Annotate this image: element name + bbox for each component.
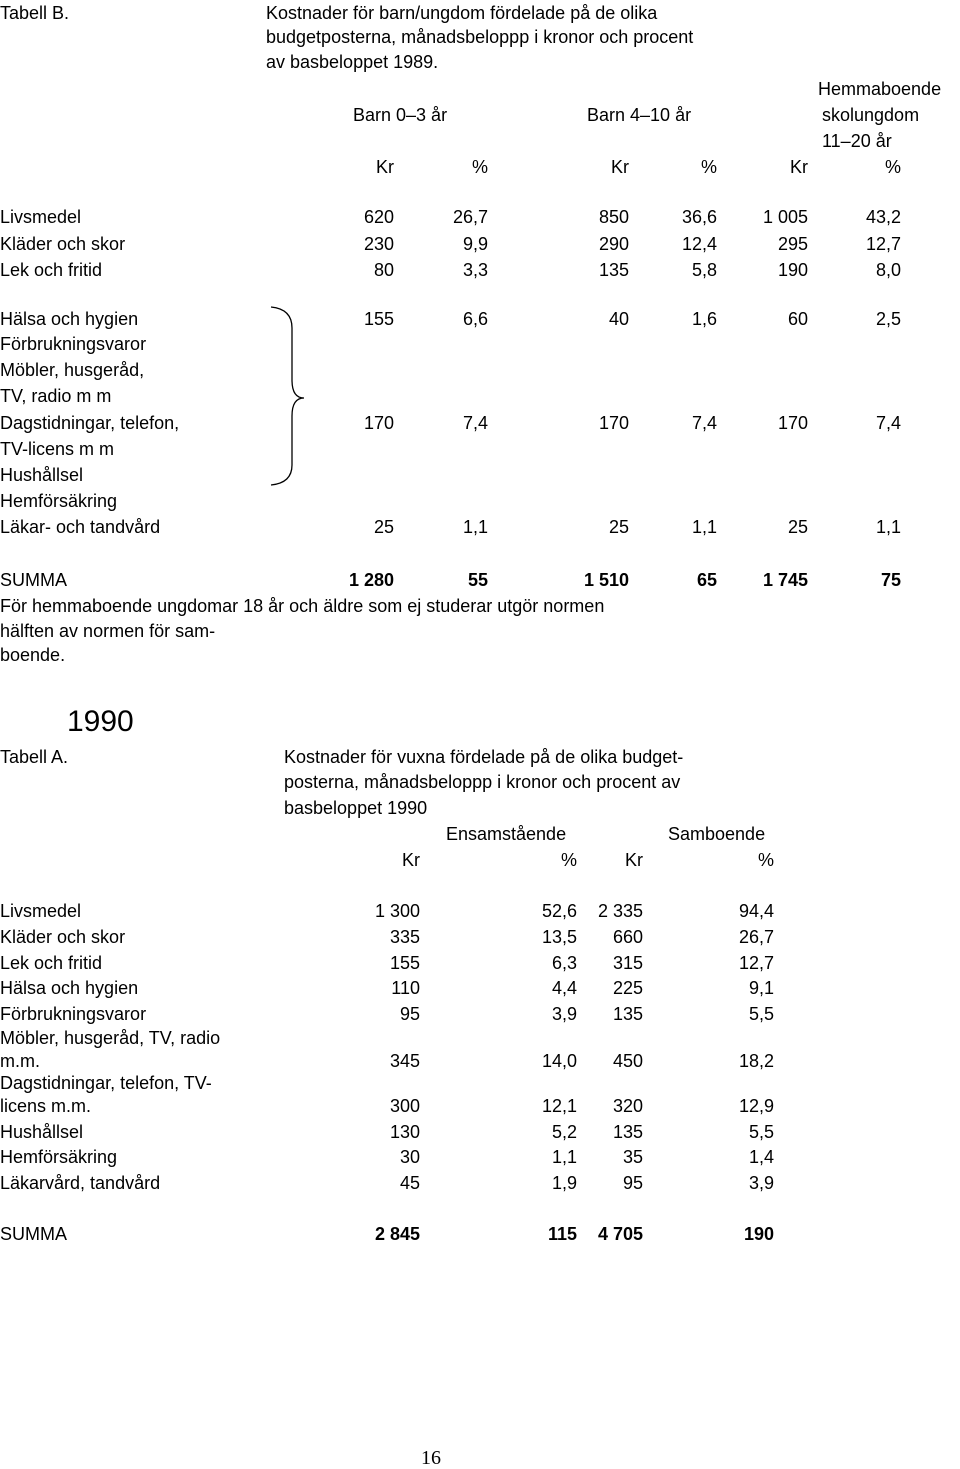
table-b-row-label: Kläder och skor [0,234,126,254]
table-b-note-line-3: boende. [0,645,66,665]
table-b-cell: 1,1 [691,517,717,537]
table-b-cell: 12,4 [681,234,717,254]
table-a-summa-cell: 190 [743,1224,774,1244]
table-b-cell: 170 [363,413,394,433]
table-b-unit-header: % [700,157,717,177]
table-b-unit-header: Kr [376,157,394,177]
table-b-unit-header: Kr [611,157,629,177]
table-b-cell: 190 [777,260,808,280]
table-a-row-label: Livsmedel [0,901,82,921]
table-b-summa-cell: 1 510 [583,570,629,590]
table-a-unit-header: % [757,850,774,870]
table-b-cell: 5,8 [691,260,717,280]
table-b-summa-cell: 55 [467,570,488,590]
table-b-cell: 170 [598,413,629,433]
table-a-cell: 94,4 [738,901,774,921]
table-a-cell: 95 [399,1004,420,1024]
table-b-unit-header: % [471,157,488,177]
table-a-cell: 1,4 [748,1147,774,1167]
table-a-cell: 52,6 [541,901,577,921]
table-b-cell: 7,4 [462,413,488,433]
table-a-summa-cell: 2 845 [374,1224,420,1244]
table-b-summa-cell: 1 745 [762,570,808,590]
table-b-summa-label: SUMMA [0,570,67,590]
table-b-cell: 9,9 [462,234,488,254]
table-a-cell: 26,7 [738,927,774,947]
table-a-title-line-1: Kostnader för vuxna fördelade på de olika budget- [284,747,684,767]
table-a-summa-cell: 115 [547,1224,577,1244]
table-a-cell: 315 [612,953,643,973]
table-a-cell: 6,3 [551,953,577,973]
table-b-cell: 290 [598,234,629,254]
table-b-group-barn-0-3: Barn 0–3 år [353,105,448,125]
table-b-cell: 26,7 [452,207,488,227]
table-b-row-label: Hälsa och hygien [0,309,139,329]
table-b-cell: 620 [363,207,394,227]
table-a-cell: 135 [612,1004,643,1024]
table-b-row-label: Hemförsäkring [0,491,118,511]
table-b-label: Tabell B. [0,3,70,23]
table-b-cell: 25 [373,517,394,537]
table-b-summa-cell: 1 280 [348,570,394,590]
table-a-cell: 45 [399,1173,420,1193]
table-b-title-line-1: Kostnader för barn/ungdom fördelade på de olika [266,3,658,23]
table-b-summa-cell: 75 [880,570,901,590]
table-a-unit-header: Kr [625,850,643,870]
table-a-cell: 110 [391,978,420,998]
table-a-cell: 35 [622,1147,643,1167]
table-b-unit-header: Kr [790,157,808,177]
table-a-cell: 2 335 [597,901,643,921]
table-b-cell: 80 [373,260,394,280]
table-a-cell: 4,4 [551,978,577,998]
table-a-row-label: Hälsa och hygien [0,978,139,998]
table-a-cell: 12,7 [738,953,774,973]
table-a-cell: 5,5 [748,1004,774,1024]
table-b-cell: 155 [363,309,394,329]
table-a-cell: 5,5 [748,1122,774,1142]
table-b-note-line-2: hälften av normen för sam- [0,621,216,641]
table-b-group-barn-4-10: Barn 4–10 år [587,105,692,125]
table-b-row-label: TV-licens m m [0,439,115,459]
table-b-row-label: Möbler, husgeråd, [0,360,145,380]
table-b-cell: 1,6 [691,309,717,329]
table-a-cell: 9,1 [748,978,774,998]
table-a-unit-header: Kr [402,850,420,870]
table-a-cell: 335 [389,927,420,947]
table-a-row-label: licens m.m. [0,1096,92,1116]
table-a-cell: 1,1 [551,1147,577,1167]
table-b-cell: 12,7 [865,234,901,254]
table-a-row-label: m.m. [0,1051,40,1071]
table-b-cell: 295 [777,234,808,254]
table-a-row-label: Läkarvård, tandvård [0,1173,161,1193]
table-b-summa-cell: 65 [696,570,717,590]
table-b-row-label: Läkar- och tandvård [0,517,161,537]
table-a-cell: 155 [389,953,420,973]
table-a-summa-label: SUMMA [0,1224,67,1244]
table-a-summa-cell: 4 705 [597,1224,643,1244]
table-a-cell: 3,9 [551,1004,577,1024]
table-b-cell: 7,4 [691,413,717,433]
table-b-cell: 7,4 [875,413,901,433]
table-a-cell: 5,2 [551,1122,577,1142]
table-a-cell: 320 [612,1096,643,1116]
table-a-cell: 1 300 [374,901,420,921]
table-a-row-label: Kläder och skor [0,927,126,947]
year-heading: 1990 [67,705,134,738]
table-a-cell: 1,9 [551,1173,577,1193]
table-b-cell: 60 [787,309,808,329]
table-b-cell: 43,2 [865,207,901,227]
table-b-cell: 36,6 [681,207,717,227]
table-a-cell: 12,1 [541,1096,577,1116]
table-b-note-line-1: För hemmaboende ungdomar 18 år och äldre som ej studerar utgör normen [0,596,605,616]
table-b-row-label: Livsmedel [0,207,82,227]
table-b-title-line-2: budgetposterna, månadsbeloppp i kronor och procent [266,27,694,47]
table-b-row-label: Lek och fritid [0,260,103,280]
table-a-cell: 14,0 [541,1051,577,1071]
table-a-cell: 300 [389,1096,420,1116]
table-a-group-ensamstaende: Ensamstående [446,824,567,844]
table-a-title-line-2: posterna, månadsbeloppp i kronor och procent av [284,772,681,792]
table-a-cell: 135 [612,1122,643,1142]
table-a-group-samboende: Samboende [668,824,766,844]
table-b-title-line-3: av basbeloppet 1989. [266,52,439,72]
table-b-unit-header: % [884,157,901,177]
table-b-cell: 6,6 [462,309,488,329]
table-a-cell: 225 [612,978,643,998]
table-b-cell: 1,1 [462,517,488,537]
table-a-cell: 660 [612,927,643,947]
table-a-cell: 345 [389,1051,420,1071]
table-a-row-label: Möbler, husgeråd, TV, radio [0,1028,221,1048]
table-a-cell: 13,5 [541,927,577,947]
table-b-cell: 135 [598,260,629,280]
table-b-row-label: TV, radio m m [0,386,112,406]
table-a-cell: 12,9 [738,1096,774,1116]
table-a-row-label: Lek och fritid [0,953,103,973]
table-b-row-label: Förbrukningsvaror [0,334,147,354]
table-b-group-hemmaboende-1: Hemmaboende [818,79,942,99]
page-number: 16 [421,1447,441,1469]
table-b-row-label: Hushållsel [0,465,84,485]
table-b-cell: 850 [598,207,629,227]
table-a-cell: 95 [622,1173,643,1193]
table-b-cell: 170 [777,413,808,433]
table-b-cell: 40 [608,309,629,329]
table-b-group-hemmaboende-3: 11–20 år [822,131,892,151]
table-b-cell: 25 [608,517,629,537]
table-b-cell: 25 [787,517,808,537]
table-b-group-hemmaboende-2: skolungdom [822,105,920,125]
table-b-cell: 1 005 [762,207,808,227]
table-b-cell: 8,0 [875,260,901,280]
table-b-cell: 1,1 [875,517,901,537]
table-b-cell: 2,5 [875,309,901,329]
table-a-cell: 130 [389,1122,420,1142]
table-a-cell: 18,2 [738,1051,774,1071]
table-a-cell: 450 [612,1051,643,1071]
table-a-label: Tabell A. [0,747,69,767]
table-a-title-line-3: basbeloppet 1990 [284,798,428,818]
table-a-unit-header: % [560,850,577,870]
table-a-row-label: Hushållsel [0,1122,84,1142]
table-a-cell: 30 [399,1147,420,1167]
table-b-cell: 3,3 [462,260,488,280]
table-b-row-label: Dagstidningar, telefon, [0,413,180,433]
table-a-cell: 3,9 [748,1173,774,1193]
table-b-cell: 230 [363,234,394,254]
table-a-row-label: Hemförsäkring [0,1147,118,1167]
table-a-row-label: Förbrukningsvaror [0,1004,147,1024]
table-a-row-label: Dagstidningar, telefon, TV- [0,1073,212,1093]
